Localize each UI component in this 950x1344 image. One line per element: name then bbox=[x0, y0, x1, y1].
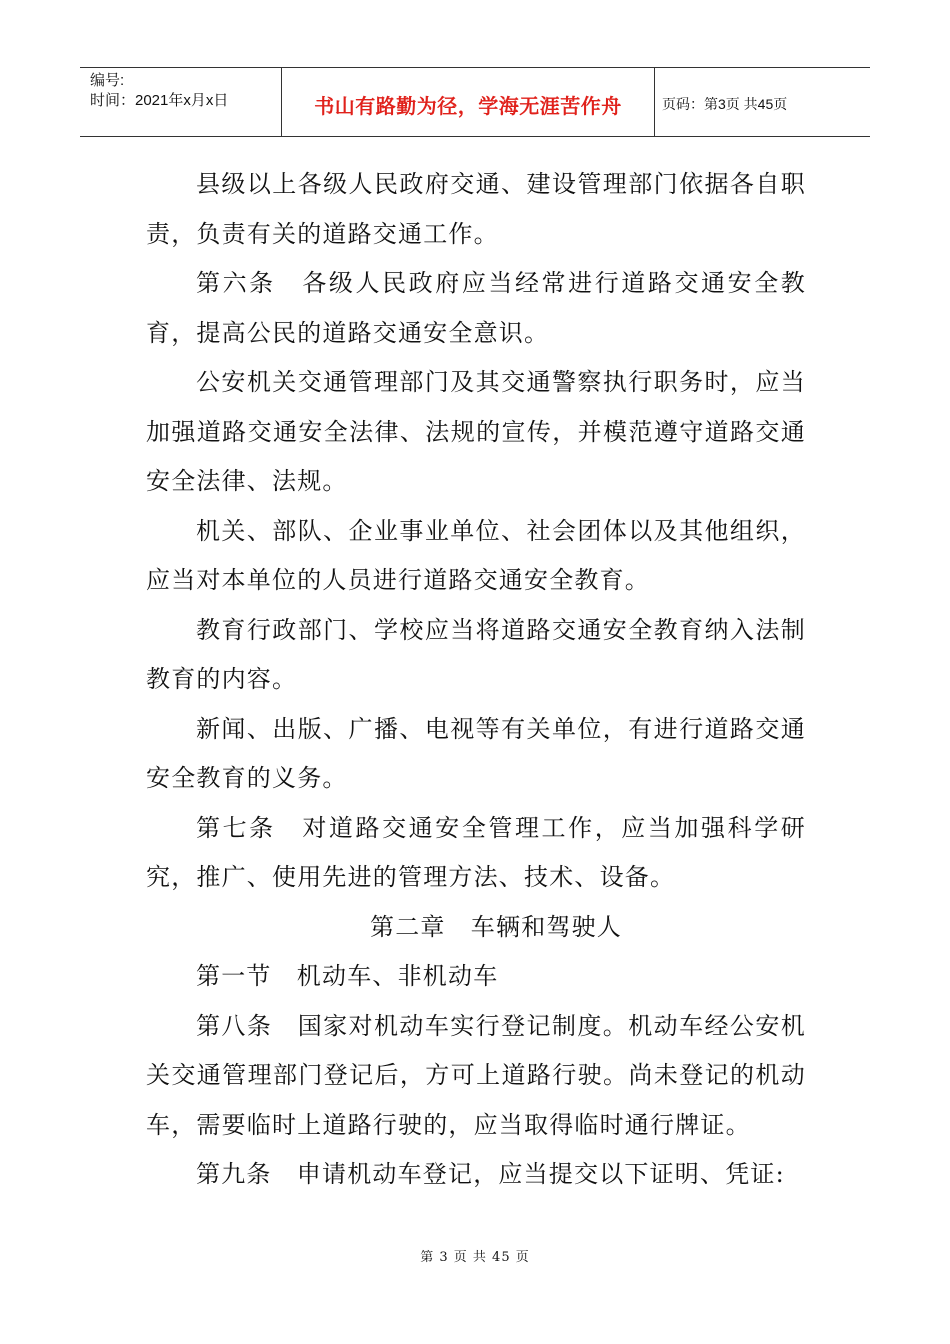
header-table bbox=[80, 67, 870, 137]
section-title: 第一节 机动车、非机动车 bbox=[196, 962, 499, 990]
page-info: 页码：第3页 共45页 bbox=[662, 96, 788, 112]
header-meta-cell bbox=[80, 68, 282, 136]
paragraph: 第九条 申请机动车登记，应当提交以下证明、凭证: bbox=[196, 1160, 785, 1188]
page-footer bbox=[0, 1246, 950, 1265]
number-label: 编号: bbox=[90, 72, 125, 89]
header-page-cell bbox=[655, 68, 870, 136]
document-body bbox=[146, 160, 806, 1200]
footer-page-number: 第 3 页 共 45 页 bbox=[420, 1250, 530, 1265]
chapter-title: 第二章 车辆和驾驶人 bbox=[370, 912, 622, 941]
paragraph: 公安机关交通管理部门及其交通警察执行职务时，应当加强道路交通安全法律、法规的宣传，并模范遵守道路交通安全法律、法规。 bbox=[146, 368, 806, 495]
paragraph: 第六条 各级人民政府应当经常进行道路交通安全教育，提高公民的道路交通安全意识。 bbox=[146, 269, 806, 347]
paragraph: 第七条 对道路交通安全管理工作，应当加强科学研究，推广、使用先进的管理方法、技术、设备。 bbox=[146, 813, 806, 891]
paragraph: 新闻、出版、广播、电视等有关单位，有进行道路交通安全教育的义务。 bbox=[146, 714, 806, 792]
time-label: 时间：2021年x月x日 bbox=[90, 92, 229, 109]
motto-text: 书山有路勤为径，学海无涯苦作舟 bbox=[314, 93, 622, 118]
paragraph: 第八条 国家对机动车实行登记制度。机动车经公安机关交通管理部门登记后，方可上道路行驶。尚未登记的机动车，需要临时上道路行驶的，应当取得临时通行牌证。 bbox=[146, 1011, 806, 1139]
header-motto-cell bbox=[282, 68, 655, 136]
paragraph: 机关、部队、企业事业单位、社会团体以及其他组织，应当对本单位的人员进行道路交通安全教育。 bbox=[146, 516, 806, 594]
paragraph: 教育行政部门、学校应当将道路交通安全教育纳入法制教育的内容。 bbox=[146, 615, 806, 693]
paragraph: 县级以上各级人民政府交通、建设管理部门依据各自职责，负责有关的道路交通工作。 bbox=[146, 170, 806, 248]
